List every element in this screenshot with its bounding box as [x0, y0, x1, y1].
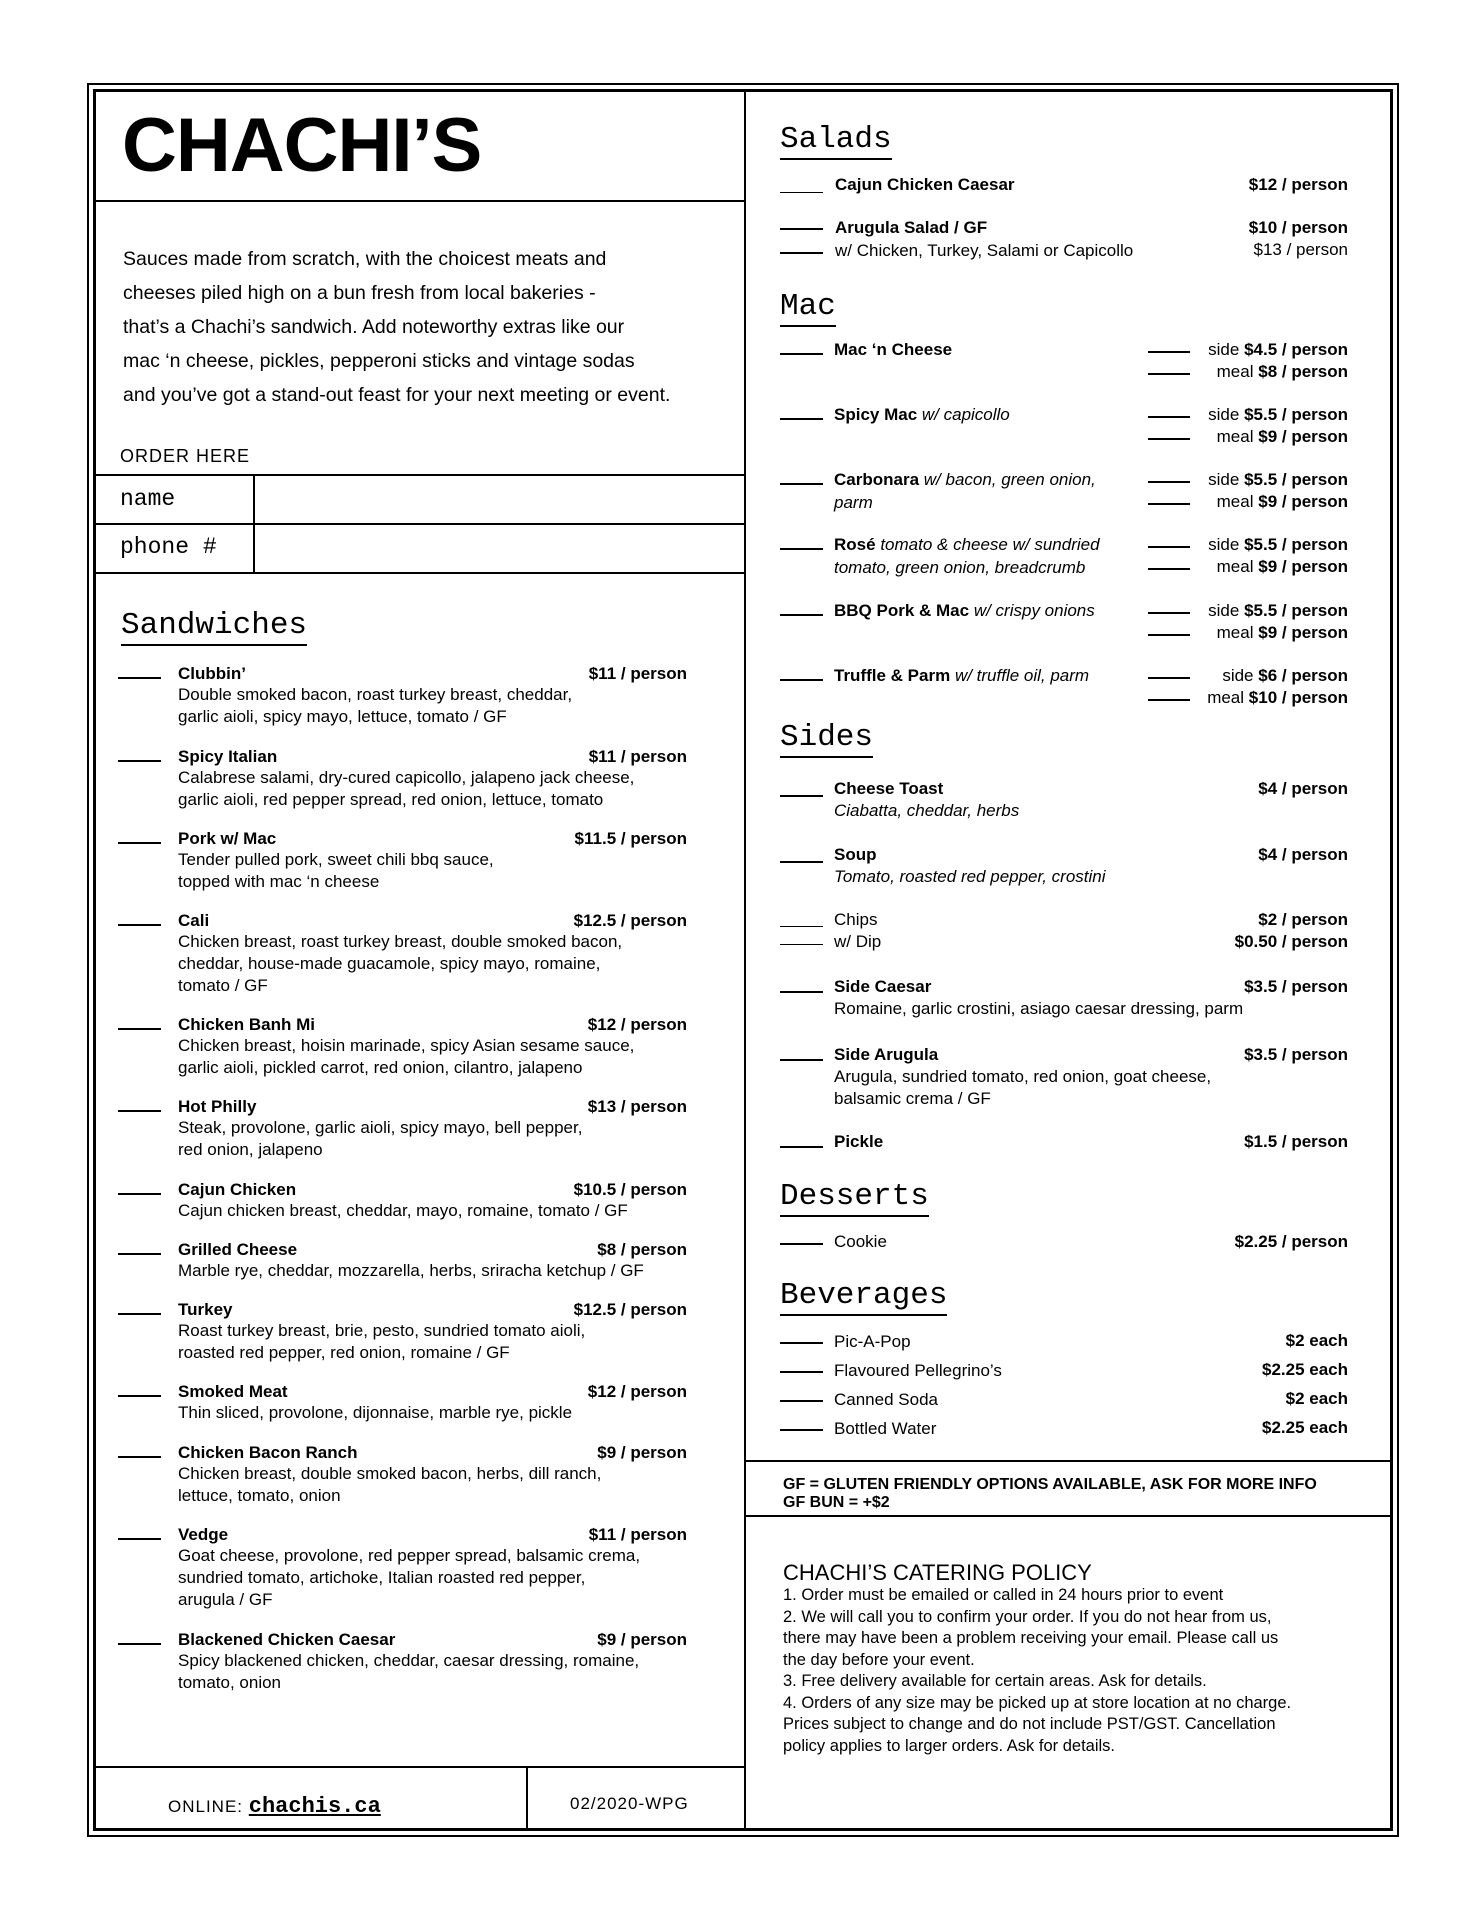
mac-name-text: Mac ‘n Cheese [834, 340, 953, 359]
sandwich-name: Clubbin’ [178, 664, 246, 683]
sandwich-desc: Spicy blackened chicken, cheddar, caesar dressing, romaine, [178, 1651, 640, 1670]
mac-extra: w/ bacon, green onion, [923, 470, 1096, 489]
sandwich-desc: Calabrese salami, dry-cured capicollo, jalapeno jack cheese, [178, 768, 635, 787]
intro-line: mac ‘n cheese, pickles, pepperoni sticks and vintage sodas [123, 350, 635, 372]
dip-name: w/ Dip [834, 932, 882, 951]
mac-name [834, 601, 1124, 621]
order-blank[interactable] [780, 795, 823, 797]
mac-name-text: Rosé [834, 535, 876, 554]
policy-line: policy applies to larger orders. Ask for details. [783, 1736, 1115, 1755]
salad-caesar-price: $12 / person [1248, 175, 1348, 194]
order-blank[interactable] [1148, 503, 1190, 505]
policy-line: the day before your event. [783, 1650, 975, 1669]
footer-online [168, 1794, 381, 1819]
policy-line: 4. Orders of any size may be picked up at store location at no charge. [783, 1693, 1292, 1712]
mac-meal-price [1217, 492, 1348, 512]
cheese-toast-name: Cheese Toast [834, 779, 944, 798]
order-blank[interactable] [780, 861, 823, 863]
cheese-toast-price: $4 / person [1258, 779, 1348, 798]
beverage-name: Canned Soda [834, 1390, 938, 1409]
mac-name-text: BBQ Pork & Mac [834, 601, 970, 620]
mac-name-text: Carbonara [834, 470, 920, 489]
sandwich-price: $12 / person [587, 1382, 687, 1401]
side-label: side [1208, 601, 1240, 620]
mac-extra: parm [834, 493, 873, 512]
mac-name [834, 405, 1124, 425]
online-label: ONLINE: [168, 1797, 244, 1816]
order-blank[interactable] [780, 548, 823, 550]
order-blank[interactable] [780, 1146, 823, 1148]
column-divider [744, 89, 746, 1831]
sandwich-desc: garlic aioli, red pepper spread, red onion, lettuce, tomato [178, 790, 604, 809]
order-blank[interactable] [118, 677, 161, 679]
order-blank[interactable] [118, 1193, 161, 1195]
meal-label: meal [1216, 557, 1254, 576]
sandwich-name: Hot Philly [178, 1097, 257, 1116]
gf-note-line: GF BUN = +$2 [783, 1494, 890, 1511]
intro-line: Sauces made from scratch, with the choicest meats and [123, 248, 607, 270]
mac-side-price [1208, 470, 1348, 490]
mac-title: Mac [780, 290, 836, 327]
order-blank[interactable] [780, 192, 823, 193]
sandwich-desc: Chicken breast, hoisin marinade, spicy Asian sesame sauce, [178, 1036, 635, 1055]
order-blank[interactable] [1148, 416, 1190, 418]
beverage-price: $2.25 each [1261, 1418, 1348, 1437]
order-blank[interactable] [780, 1059, 823, 1061]
brand-logo: CHACHI’S [122, 103, 482, 188]
order-blank[interactable] [1148, 351, 1190, 353]
side-label: side [1222, 666, 1254, 685]
policy-line: 3. Free delivery available for certain areas. Ask for details. [783, 1672, 1207, 1690]
mac-name-text: Spicy Mac [834, 405, 918, 424]
order-blank[interactable] [780, 679, 823, 681]
order-blank[interactable] [118, 1643, 161, 1645]
order-blank[interactable] [1148, 612, 1190, 614]
policy-line: 2. We will call you to confirm your order. If you do not hear from us, [783, 1607, 1272, 1626]
salad-arugula-addon-price: $13 / person [1253, 240, 1348, 259]
sandwich-price: $11 / person [588, 1525, 687, 1544]
order-blank[interactable] [118, 760, 161, 762]
sandwich-desc: tomato, onion [178, 1673, 282, 1692]
sandwiches-title: Sandwiches [121, 609, 307, 646]
cookie-price: $2.25 / person [1234, 1232, 1348, 1251]
order-blank[interactable] [780, 614, 823, 616]
side-price: $4.5 / person [1244, 340, 1348, 359]
side-price: $5.5 / person [1244, 601, 1348, 620]
mac-extra: w/ truffle oil, parm [954, 666, 1090, 685]
chips-price: $2 / person [1258, 910, 1348, 929]
divider-form-top [93, 474, 745, 476]
soup-name: Soup [834, 845, 877, 864]
name-label: name [120, 486, 176, 512]
mac-extra: tomato, green onion, breadcrumb [834, 558, 1086, 577]
phone-label: phone # [120, 534, 217, 560]
policy-line: 1. Order must be emailed or called in 24 hours prior to event [783, 1586, 1224, 1604]
intro-line: that’s a Chachi’s sandwich. Add noteworthy extras like our [123, 316, 625, 338]
order-blank[interactable] [780, 991, 823, 993]
sandwich-name: Cajun Chicken [178, 1180, 297, 1199]
salad-caesar-name: Cajun Chicken Caesar [835, 175, 1015, 194]
sandwich-desc: Chicken breast, roast turkey breast, double smoked bacon, [178, 932, 623, 951]
side-arugula-desc: Arugula, sundried tomato, red onion, goat cheese, [834, 1067, 1212, 1086]
side-arugula-name: Side Arugula [834, 1045, 939, 1064]
sandwich-name: Turkey [178, 1300, 233, 1319]
divider-footer [93, 1766, 745, 1768]
sandwich-desc: Cajun chicken breast, cheddar, mayo, romaine, tomato / GF [178, 1201, 628, 1220]
sandwich-desc: red onion, jalapeno [178, 1140, 323, 1159]
order-blank[interactable] [780, 1371, 823, 1373]
salad-arugula-price: $10 / person [1248, 218, 1348, 237]
sandwich-price: $12 / person [587, 1015, 687, 1034]
order-blank[interactable] [1148, 546, 1190, 548]
mac-name [834, 340, 1124, 360]
side-caesar-name: Side Caesar [834, 977, 932, 996]
mac-side-price [1208, 601, 1348, 621]
sandwich-desc: cheddar, house-made guacamole, spicy mayo, romaine, [178, 954, 601, 973]
order-blank[interactable] [1148, 634, 1190, 636]
sandwich-price: $9 / person [597, 1630, 687, 1649]
sandwich-name: Chicken Banh Mi [178, 1015, 315, 1034]
order-blank[interactable] [780, 1243, 823, 1245]
meal-price: $8 / person [1258, 362, 1348, 381]
side-price: $5.5 / person [1244, 535, 1348, 554]
order-blank[interactable] [1148, 481, 1190, 483]
sandwich-name: Blackened Chicken Caesar [178, 1630, 396, 1649]
sandwich-desc: Marble rye, cheddar, mozzarella, herbs, sriracha ketchup / GF [178, 1261, 644, 1280]
mac-extra: w/ capicollo [921, 405, 1010, 424]
beverage-name: Pic-A-Pop [834, 1332, 911, 1351]
side-label: side [1208, 470, 1240, 489]
order-blank[interactable] [118, 842, 161, 844]
sandwich-price: $10.5 / person [573, 1180, 687, 1199]
divider-form-vertical [253, 474, 255, 573]
phone-field[interactable] [258, 527, 742, 569]
meal-label: meal [1216, 427, 1254, 446]
cookie-name: Cookie [834, 1232, 887, 1251]
sandwich-desc: roasted red pepper, red onion, romaine / GF [178, 1343, 510, 1362]
sides-title: Sides [780, 721, 873, 758]
meal-label: meal [1207, 688, 1245, 707]
sandwich-price: $12.5 / person [573, 911, 687, 930]
order-blank[interactable] [780, 1400, 823, 1402]
divider-form-bottom [93, 572, 745, 574]
divider-notes-bottom [745, 1515, 1391, 1517]
sandwich-name: Grilled Cheese [178, 1240, 298, 1259]
policy-title: CHACHI’S CATERING POLICY [783, 1560, 1092, 1585]
order-blank[interactable] [780, 353, 823, 355]
policy-text [783, 1585, 1343, 1757]
sandwich-desc: topped with mac ‘n cheese [178, 872, 380, 891]
side-label: side [1208, 535, 1240, 554]
meal-price: $9 / person [1258, 557, 1348, 576]
sandwich-price: $12.5 / person [573, 1300, 687, 1319]
mac-name [834, 470, 1124, 490]
pickle-name: Pickle [834, 1132, 884, 1151]
order-blank[interactable] [1148, 438, 1190, 440]
order-blank[interactable] [1148, 568, 1190, 570]
order-blank[interactable] [118, 1110, 161, 1112]
mac-extra: w/ crispy onions [973, 601, 1095, 620]
salad-arugula-name: Arugula Salad / GF [835, 218, 988, 237]
soup-desc: Tomato, roasted red pepper, crostini [834, 867, 1106, 886]
mac-meal-price [1207, 688, 1348, 708]
side-price: $6 / person [1258, 666, 1348, 685]
sandwich-name: Chicken Bacon Ranch [178, 1443, 358, 1462]
intro-line: and you’ve got a stand-out feast for your next meeting or event. [123, 384, 671, 406]
order-blank[interactable] [118, 1456, 161, 1458]
sandwich-price: $13 / person [587, 1097, 687, 1116]
mac-side-price [1208, 535, 1348, 555]
policy-line: Prices subject to change and do not include PST/GST. Cancellation [783, 1715, 1276, 1733]
order-blank[interactable] [118, 924, 161, 926]
order-blank[interactable] [780, 483, 823, 485]
sandwich-price: $9 / person [597, 1443, 687, 1462]
side-price: $5.5 / person [1244, 470, 1348, 489]
sandwich-desc: Thin sliced, provolone, dijonnaise, marble rye, pickle [178, 1403, 573, 1422]
sandwich-name: Smoked Meat [178, 1382, 288, 1401]
order-blank[interactable] [1148, 677, 1190, 679]
website-link[interactable]: chachis.ca [248, 1794, 381, 1819]
sandwich-desc: garlic aioli, pickled carrot, red onion, cilantro, jalapeno [178, 1058, 583, 1077]
sandwich-desc: Tender pulled pork, sweet chili bbq sauce, [178, 850, 494, 869]
intro-text [123, 242, 723, 412]
beverage-name: Bottled Water [834, 1419, 937, 1438]
cheese-toast-desc: Ciabatta, cheddar, herbs [834, 801, 1020, 820]
sandwich-desc: tomato / GF [178, 976, 268, 995]
mac-name [834, 666, 1124, 686]
sandwich-desc: Roast turkey breast, brie, pesto, sundried tomato aioli, [178, 1321, 586, 1340]
mac-name-text: Truffle & Parm [834, 666, 951, 685]
beverage-price: $2 each [1285, 1331, 1348, 1350]
side-caesar-price: $3.5 / person [1244, 977, 1348, 996]
order-blank[interactable] [780, 1429, 823, 1431]
meal-price: $9 / person [1258, 623, 1348, 642]
soup-price: $4 / person [1258, 845, 1348, 864]
footer-code: 02/2020-WPG [570, 1794, 689, 1813]
beverages-title: Beverages [780, 1279, 947, 1316]
side-arugula-desc: balsamic crema / GF [834, 1089, 991, 1108]
sandwich-price: $11 / person [588, 664, 687, 683]
divider-footer-vertical [526, 1766, 528, 1828]
sandwich-desc: lettuce, tomato, onion [178, 1486, 341, 1505]
sandwich-name: Spicy Italian [178, 747, 278, 766]
order-blank[interactable] [118, 1253, 161, 1255]
chips-name: Chips [834, 910, 878, 929]
mac-side-price [1222, 666, 1348, 686]
policy-line: there may have been a problem receiving your email. Please call us [783, 1629, 1279, 1647]
mac-meal-price [1217, 362, 1348, 382]
mac-meal-price [1217, 623, 1348, 643]
order-blank[interactable] [118, 1538, 161, 1540]
mac-extra: tomato & cheese w/ sundried [880, 535, 1100, 554]
divider-logo [93, 200, 745, 202]
mac-side-price [1208, 340, 1348, 360]
meal-price: $9 / person [1258, 492, 1348, 511]
divider-form-mid [93, 523, 745, 525]
divider-notes-top [745, 1460, 1391, 1462]
gf-note-line: GF = GLUTEN FRIENDLY OPTIONS AVAILABLE, ASK FOR MORE INFO [783, 1476, 1317, 1493]
dip-price: $0.50 / person [1234, 932, 1348, 951]
sandwich-desc: Goat cheese, provolone, red pepper spread, balsamic crema, [178, 1546, 641, 1565]
meal-label: meal [1216, 362, 1254, 381]
side-label: side [1208, 340, 1240, 359]
desserts-title: Desserts [780, 1180, 929, 1217]
sandwich-desc: arugula / GF [178, 1590, 273, 1609]
side-label: side [1208, 405, 1240, 424]
mac-meal-price [1217, 557, 1348, 577]
meal-price: $9 / person [1258, 427, 1348, 446]
order-blank[interactable] [118, 1028, 161, 1030]
sandwich-name: Pork w/ Mac [178, 829, 277, 848]
meal-label: meal [1216, 492, 1254, 511]
salad-arugula-addon: w/ Chicken, Turkey, Salami or Capicollo [835, 241, 1134, 260]
salads-title: Salads [780, 123, 892, 160]
sandwich-price: $11 / person [588, 747, 687, 766]
side-price: $5.5 / person [1244, 405, 1348, 424]
order-blank[interactable] [118, 1395, 161, 1397]
order-blank[interactable] [780, 944, 823, 945]
order-blank[interactable] [1148, 699, 1190, 701]
mac-side-price [1208, 405, 1348, 425]
beverage-name: Flavoured Pellegrino’s [834, 1361, 1002, 1380]
order-blank[interactable] [780, 926, 823, 927]
order-blank[interactable] [780, 228, 823, 230]
order-here-heading: ORDER HERE [120, 446, 251, 466]
sandwich-price: $8 / person [597, 1240, 687, 1259]
beverage-price: $2 each [1285, 1389, 1348, 1408]
sandwich-price: $11.5 / person [574, 829, 687, 848]
sandwich-name: Cali [178, 911, 210, 930]
pickle-price: $1.5 / person [1244, 1132, 1348, 1151]
beverage-price: $2.25 each [1261, 1360, 1348, 1379]
order-blank[interactable] [1148, 373, 1190, 375]
mac-name [834, 535, 1124, 555]
side-arugula-price: $3.5 / person [1244, 1045, 1348, 1064]
order-blank[interactable] [780, 252, 823, 254]
sandwich-name: Vedge [178, 1525, 229, 1544]
side-caesar-desc: Romaine, garlic crostini, asiago caesar dressing, parm [834, 999, 1244, 1018]
meal-label: meal [1216, 623, 1254, 642]
sandwich-desc: Double smoked bacon, roast turkey breast, cheddar, [178, 685, 573, 704]
name-field[interactable] [258, 478, 742, 520]
order-blank[interactable] [780, 1342, 823, 1344]
gf-note [783, 1476, 1317, 1512]
intro-line: cheeses piled high on a bun fresh from local bakeries - [123, 282, 596, 304]
order-blank[interactable] [118, 1313, 161, 1315]
mac-meal-price [1217, 427, 1348, 447]
sandwich-desc: Chicken breast, double smoked bacon, herbs, dill ranch, [178, 1464, 602, 1483]
sandwich-desc: sundried tomato, artichoke, Italian roasted red pepper, [178, 1568, 586, 1587]
sandwich-desc: Steak, provolone, garlic aioli, spicy mayo, bell pepper, [178, 1118, 583, 1137]
order-blank[interactable] [780, 418, 823, 420]
meal-price: $10 / person [1248, 688, 1348, 707]
sandwich-desc: garlic aioli, spicy mayo, lettuce, tomato / GF [178, 707, 507, 726]
